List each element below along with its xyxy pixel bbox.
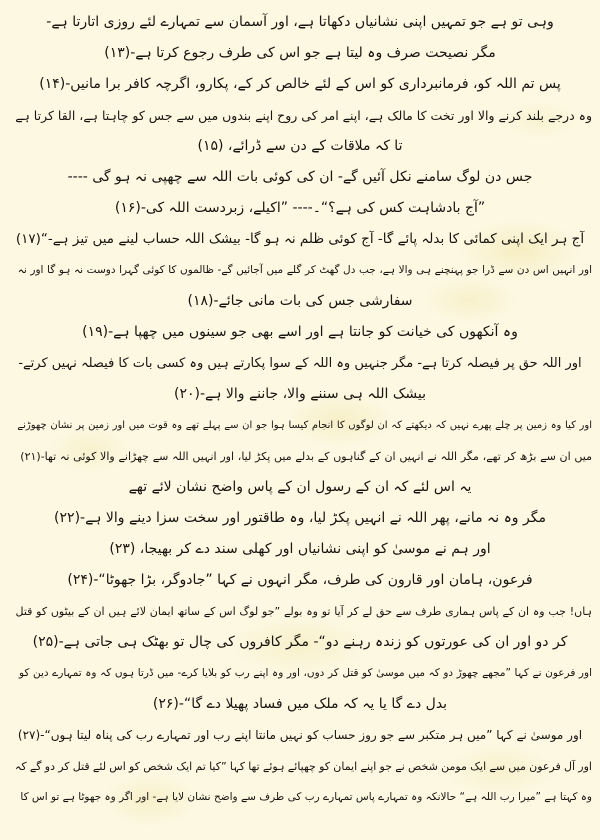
text-line: آج ہر ایک اپنی کمائی کا بدلہ پائے گا- آج کوئی ظلم نہ ہو گا- بیشک اللہ حساب لینے میں تیز ہے-“(۱۷) [15, 231, 585, 247]
text-line: اور ہم نے موسیٰ کو اپنی نشانیاں اور کھلی سند دے کر بھیجا، (۲۳) [109, 541, 491, 557]
text-line: اور انہیں اس دن سے ڈرا جو پہنچنے ہی والا ہے، جب دل گھٹ کر گلے میں آجائیں گے- ظالموں کا کوئی گہرا دوست نہ ہو گا اور نہ [17, 264, 592, 276]
text-line: اور اللہ حق پر فیصلہ کرتا ہے- مگر جنہیں وہ اللہ کے سوا پکارتے ہیں وہ کسی بات کا فیصلہ نہیں کرتے- [18, 356, 582, 371]
text-line: بیشک اللہ ہی سننے والا، جاننے والا ہے-(۲۰) [173, 386, 426, 402]
text-line: یہ اس لئے کہ ان کے رسول ان کے پاس واضح نشان لائے تھے [128, 479, 472, 495]
text-line: وہ کہتا ہے ”میرا رب اللہ ہے“ حالانکہ وہ تمہارے پاس تمہارے رب کی طرف سے واضح نشان لایا ہے- اور اگر وہ جھوٹا ہے تو اس کا [20, 791, 592, 803]
text-line: مگر وہ نہ مانے، پھر اللہ نے انہیں پکڑ لیا، وہ طاقتور اور سخت سزا دینے والا ہے-(۲۲) [54, 510, 546, 526]
text-line: تا کہ ملاقات کے دن سے ڈرائے، (۱۵) [197, 138, 403, 154]
text-line: اور موسیٰ نے کہا ”میں ہر متکبر سے جو روز حساب کو نہیں مانتا اپنے رب اور تمہارے رب کی پناہ لیتا ہوں“-(۲۷) [17, 728, 583, 742]
text-line: وہ آنکھوں کی خیانت کو جانتا ہے اور اسے بھی جو سینوں میں چھپا ہے-(۱۹) [82, 324, 518, 340]
text-line: اور آل فرعون میں سے ایک مومن شخص نے جو اپنے ایمان کو چھپائے ہوئے تھا کہا ”کیا تم ایک شخص کو اس لئے قتل کر دو گے کہ [14, 760, 592, 773]
text-line: وہ درجے بلند کرنے والا اور تخت کا مالک ہے، اپنے امر کی روح اپنے بندوں میں سے جس کو چاہتا ہے، القا کرتا ہے [15, 108, 592, 123]
text-line: فرعون، ہامان اور قارون کی طرف، مگر انہوں نے کہا ”جادوگر، بڑا جھوٹا“-(۲۴) [67, 572, 533, 588]
text-line: مگر نصیحت صرف وہ لیتا ہے جو اس کی طرف رجوع کرتا ہے-(۱۳) [104, 45, 496, 61]
text-line: سفارشی جس کی بات مانی جائے-(۱۸) [187, 293, 413, 309]
text-line: کر دو اور ان کی عورتوں کو زندہ رہنے دو“- مگر کافروں کی چال تو بھٹک ہی جاتی ہے-(۲۵) [32, 634, 568, 650]
text-line: اور کیا وہ زمین پر چلے پھرے نہیں کہ دیکھتے کہ ان لوگوں کا انجام کیسا ہوا جو ان سے پہلے تھے وہ قوت میں اور زمین پر نشان چھوڑنے [17, 420, 592, 431]
text-line: ہاں! جب وہ ان کے پاس ہماری طرف سے حق لے کر آیا تو وہ بولے ”جو لوگ اس کے ساتھ ایمان لائے ہیں ان کے بیٹوں کو قتل [15, 605, 592, 618]
text-line: جس دن لوگ سامنے نکل آئیں گے- ان کی کوئی بات اللہ سے چھپی نہ ہو گی ---- [67, 169, 533, 185]
text-line: ”آج بادشاہت کس کی ہے؟“۔---- ”اکیلے، زبردست اللہ کی-(۱۶) [114, 200, 486, 216]
text-line: اور فرعون نے کہا ”مجھے چھوڑ دو کہ میں موسیٰ کو قتل کر دوں، اور وہ اپنے رب کو بلایا کرے- میں ڈرتا ہوں کہ وہ تمہارے دین کو [18, 667, 592, 679]
text-line: میں ان سے بڑھ کر تھے، مگر اللہ نے انہیں ان کے گناہوں کے بدلے میں پکڑ لیا، اور انہیں اللہ سے چھڑانے والا کوئی نہ تھا-(۲۱) [20, 450, 592, 463]
text-line: پس تم اللہ کو، فرمانبرداری کو اس کے لئے خالص کر کے، پکارو، اگرچہ کافر برا مانیں-(۱۴) [39, 76, 561, 92]
text-line: وہی تو ہے جو تمہیں اپنی نشانیاں دکھاتا ہے، اور آسمان سے تمہارے لئے روزی اتارتا ہے- [46, 14, 554, 30]
text-line: بدل دے گا یا یہ کہ ملک میں فساد پھیلا دے گا“-(۲۶) [152, 696, 448, 712]
